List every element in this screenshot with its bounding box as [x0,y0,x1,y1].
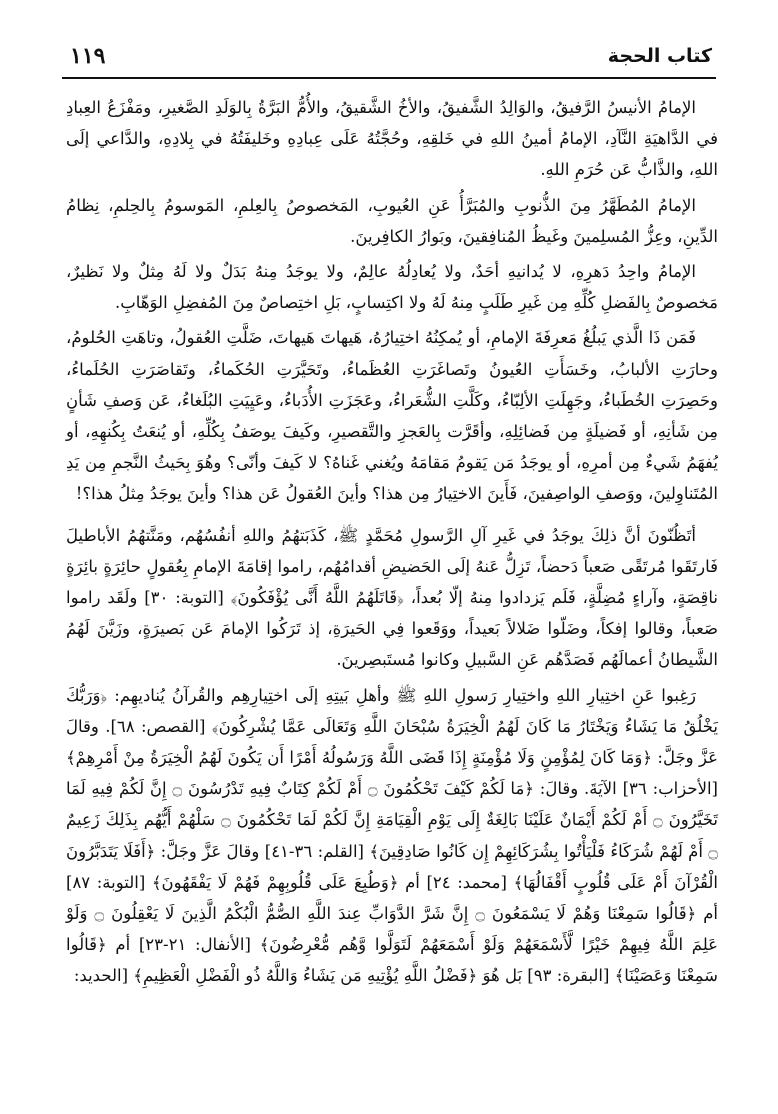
paragraph-imam-purified: الإمامُ المُطَهَّرُ مِنَ الذُّنوبِ والمُبَرَّأُ عَنِ العُيوبِ، المَخصوصُ بِالعِلمِ، المَوسومُ بِالحِلمِ، نِظامُ الدِّينِ، وعِزُّ المُسلِمينَ وغَيظُ المُنافِقينَ، وبَوارُ الكافِرينَ. [66,195,718,246]
running-title: كتاب الحجة [607,45,712,67]
paragraph-knowing-the-imam: فَمَن ذَا الَّذي يَبلُغُ مَعرِفَةَ الإمامِ، أو يُمكِنُهُ اختِيارُهُ، هَيهاتَ هَيهاتَ، ضَلَّتِ العُقولُ، وتاهَتِ الحُلومُ، وحارَتِ الألبابُ، وخَسَأَتِ العُيونُ وتَصاغَرَتِ العُظَماءُ، وتَحَيَّرَتِ الحُكَماءُ، وتَقاصَرَتِ الحُلَماءُ، وحَصِرَتِ الخُطَباءُ، وجَهِلَتِ الألِبّاءُ، وكَلَّتِ الشُّعَراءُ، وعَجَزَتِ الأُدَباءُ، وعَيِيَتِ البُلَغاءُ، عَن وَصفِ شَأنٍ مِن شَأنِهِ، أو فَضيلَةٍ مِن فَضائِلِهِ، وأقَرَّت بِالعَجزِ والتَّقصيرِ، وكَيفَ يوصَفُ بِكُلِّهِ، أو يُنعَتُ بِكُنهِهِ، أو يُفهَمُ شَيءٌ مِن أمرِهِ، أو يوجَدُ مَن يَقومُ مَقامَهُ ويُغني غَناهُ؟ لا كَيفَ وأنّى؟ وهُوَ بِحَيثُ النَّجمِ مِن يَدِ المُتَناوِلينَ، ووَصفِ الواصِفينَ، فَأَينَ الاختِيارُ مِن هذا؟ وأينَ العُقولُ عَن هذا؟ وأينَ يوجَدُ مِثلُ هذا؟! [66,328,718,504]
paragraph-quranic-verses: رَغِبوا عَنِ اختِيارِ اللهِ واختِيارِ رَسولِ اللهِ ﷺ وأهلِ بَيتِهِ إلَى اختِيارِهِم والقُرآنُ يُناديهِم: ﴿وَرَبُّكَ يَخْلُقُ مَا يَشَاءُ وَيَخْتَارُ مَا كَانَ لَهُمُ الْخِيَرَةُ سُبْحَانَ اللَّهِ وَتَعَالَى عَمَّا يُشْرِكُونَ﴾ [القصص: ٦٨]. وقالَ عَزَّ وجَلَّ: ﴿وَمَا كَانَ لِمُؤْمِنٍ وَلَا مُؤْمِنَةٍ إِذَا قَضَى اللَّهُ وَرَسُولُهُ أَمْرًا أَن يَكُونَ لَهُمُ الْخِيَرَةُ مِنْ أَمْرِهِمْ﴾ [الأحزاب: ٣٦] الآيَةَ. وقالَ: ﴿مَا لَكُمْ كَيْفَ تَحْكُمُونَ ۝ أَمْ لَكُمْ كِتَابٌ فِيهِ تَدْرُسُونَ ۝ إِنَّ لَكُمْ فِيهِ لَمَا تَخَيَّرُونَ ۝ أَمْ لَكُمْ أَيْمَانٌ عَلَيْنَا بَالِغَةٌ إِلَى يَوْمِ الْقِيَامَةِ إِنَّ لَكُمْ لَمَا تَحْكُمُونَ ۝ سَلْهُمْ أَيُّهُم بِذَلِكَ زَعِيمٌ ۝ أَمْ لَهُمْ شُرَكَاءُ فَلْيَأْتُوا بِشُرَكَائِهِمْ إِن كَانُوا صَادِقِينَ﴾ [القلم: ٣٦-٤١] وقالَ عَزَّ وجَلَّ: ﴿أَفَلَا يَتَدَبَّرُونَ الْقُرْآنَ أَمْ عَلَى قُلُوبٍ أَقْفَالُهَا﴾ [محمد: ٢٤] أم ﴿وَطُبِعَ عَلَى قُلُوبِهِمْ فَهُمْ لَا يَفْقَهُونَ﴾ [التوبة: ٨٧] أم ﴿قَالُوا سَمِعْنَا وَهُمْ لَا يَسْمَعُونَ ۝ إِنَّ شَرَّ الدَّوَابِّ عِندَ اللَّهِ الصُّمُّ الْبُكْمُ الَّذِينَ لَا يَعْقِلُونَ ۝ وَلَوْ عَلِمَ اللَّهُ فِيهِمْ خَيْرًا لَّأَسْمَعَهُمْ وَلَوْ أَسْمَعَهُمْ لَتَوَلَّوا وَّهُم مُّعْرِضُونَ﴾ [الأنفال: ٢١-٢٣] أم ﴿قَالُوا سَمِعْنَا وَعَصَيْنَا﴾ [البقرة: ٩٣] بَل هُوَ ﴿فَضْلُ اللَّهِ يُؤْتِيهِ مَن يَشَاءُ وَاللَّهُ ذُو الْفَضْلِ الْعَظِيمِ﴾ [الحديد: [66,685,719,986]
page-header [70,40,712,72]
paragraph-false-choice: أتَظُنّونَ أنَّ ذلِكَ يوجَدُ في غَيرِ آلِ الرَّسولِ مُحَمَّدٍ ﷺ، كَذَبَتهُمُ واللهِ أنفُسُهُم، ومَنَّتهُمُ الأباطيلَ فَارتَقَوا مُرتَقًى صَعباً دَحضاً، تَزِلُّ عَنهُ إلَى الحَضيضِ أقدامُهُم، راموا إقامَةَ الإمامِ بِعُقولٍ حائِرَةٍ بائِرَةٍ ناقِصَةٍ، وآراءٍ مُضِلَّةٍ، فَلَم يَزدادوا مِنهُ إلّا بُعداً، ﴿قَاتَلَهُمُ اللَّهُ أَنَّى يُؤْفَكُونَ﴾ [التوبة: ٣٠] ولَقَد راموا صَعباً، وقالوا إفكاً، وضَلّوا ضَلالاً بَعيداً، ووَقَعوا فِي الحَيرَةِ، إذ تَرَكُوا الإمامَ عَن بَصيرَةٍ، وزَيَّنَ لَهُمُ الشَّيطانُ أعمالَهُم فَصَدَّهُم عَنِ السَّبيلِ وكانوا مُستَبصِرينَ. [66,525,719,670]
header-rule [62,77,716,79]
body-text [66,92,718,1094]
paragraph-imam-unique: الإمامُ واحِدُ دَهرِهِ، لا يُدانيهِ أحَدٌ، ولا يُعادِلُهُ عالِمٌ، ولا يوجَدُ مِنهُ بَدَلٌ ولا لَهُ مِثلٌ ولا نَظيرٌ، مَخصوصٌ بِالفَضلِ كُلِّهِ مِن غَيرِ طَلَبٍ مِنهُ لَهُ ولا اكتِسابٍ، بَلِ اختِصاصٌ مِنَ المُفضِلِ الوَهّابِ. [66,262,718,313]
page-number: ١١٩ [70,43,106,69]
paragraph-imam-companion: الإمامُ الأنيسُ الرَّفيقُ، والوَالِدُ الشَّفيقُ، والأخُ الشَّقيقُ، والأُمُّ البَرَّةُ بِالوَلَدِ الصَّغيرِ، ومَفْزَعُ العِبادِ في الدَّاهيَةِ النَّآدِ، الإمامُ أمينُ اللهِ في خَلقِهِ، وحُجَّتُهُ عَلَى عِبادِهِ وخَليفَتُهُ في بِلادِهِ، والدَّاعي إلَى اللهِ، والذَّابُّ عَن حُرَمِ اللهِ. [66,98,718,180]
